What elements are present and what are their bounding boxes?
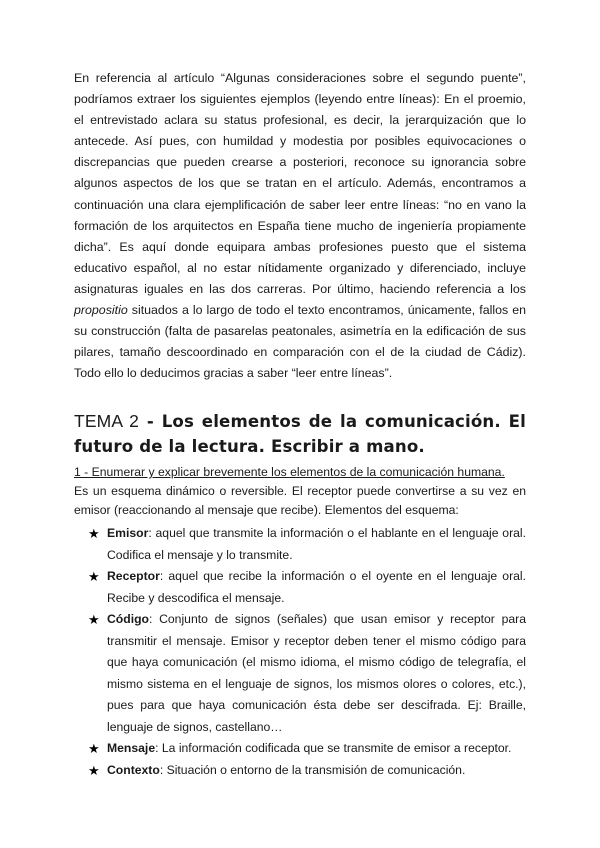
list-item-text: : La información codificada que se transmite de emisor a receptor. <box>155 741 512 756</box>
article-paragraph <box>74 68 526 384</box>
list-item-term: Emisor <box>107 526 149 541</box>
section-heading <box>74 409 526 459</box>
article-text-italic: propositio <box>74 303 128 318</box>
list-item-text: : aquel que transmite la información o el hablante en el lenguaje oral. Codifica el mensaje y lo transmite. <box>107 526 526 562</box>
star-icon: ★ <box>88 612 100 628</box>
list-item-term: Mensaje <box>107 741 156 756</box>
elements-list <box>74 523 526 781</box>
list-item-term: Código <box>107 612 149 627</box>
star-icon: ★ <box>88 741 100 757</box>
list-item-text: : Situación o entorno de la transmisión de comunicación. <box>159 762 466 777</box>
document-page <box>74 68 526 781</box>
list-item-contexto <box>74 760 526 782</box>
list-item-term: Receptor <box>107 569 160 584</box>
list-item-text: : aquel que recibe la información o el oyente en el lenguaje oral. Recibe y descodifica el mensaje. <box>107 569 526 605</box>
list-item-mensaje <box>74 738 526 760</box>
section-heading-rest: - Los elementos de la comunicación. El futuro de la lectura. Escribir a mano. <box>74 412 526 457</box>
list-item-emisor <box>74 523 526 566</box>
list-item-receptor <box>74 566 526 609</box>
article-text-part2: situados a lo largo de todo el texto encontramos, únicamente, fallos en su construcción (falta de pasarelas peatonales, asimetría en la edificación de sus pilares, tamaño descoordinado en comparación con el de la ciudad de Cádiz). Todo ello lo deducimos gracias a saber “leer entre líneas”. <box>74 303 526 381</box>
section-subheading: 1 - Enumerar y explicar brevemente los elementos de la comunicación humana. <box>74 465 505 480</box>
section-heading-lead: TEMA 2 <box>74 411 140 432</box>
star-icon: ★ <box>88 569 100 585</box>
article-text-part1: En referencia al artículo “Algunas consideraciones sobre el segundo puente”, podríamos extraer los siguientes ejemplos (leyendo entre líneas): En el proemio, el entrevistado aclara su status profesional, es decir, la jerarquización que lo antecede. Así pues, con humildad y modestia por posibles equivocaciones o discrepancias que pueden crearse a posteriori, reconoce su ignorancia sobre algunos aspectos de los que se tratan en el artículo. Además, encontramos a continuación una clara ejemplificación de saber leer entre líneas: “no en vano la formación de los arquitectos en España tiene mucho de ingeniería propiamente dicha”. Es aquí donde equipara ambas profesiones puesto que el sistema educativo español, al no estar nítidamente organizado y diferenciado, incluye asignaturas iguales en las dos carreras. Por último, haciendo referencia a los <box>74 71 526 296</box>
star-icon: ★ <box>88 762 100 778</box>
star-icon: ★ <box>88 526 100 542</box>
list-item-text: : Conjunto de signos (señales) que usan emisor y receptor para transmitir el mensaje. Emisor y receptor deben tener el mismo código para que haya comunicación (el mismo idioma, el mismo código de telegrafía, el mismo sistema en el lenguaje de signos, los mismos olores o colores, etc.), pues para que haya comunicación ésta debe ser descifrada. Ej: Braille, lenguaje de signos, castellano… <box>107 612 526 734</box>
section-intro: Es un esquema dinámico o reversible. El receptor puede convertirse a su vez en emisor (reaccionando al mensaje que recibe). Elementos del esquema: <box>74 484 526 518</box>
list-item-term: Contexto <box>107 762 160 777</box>
list-item-codigo <box>74 609 526 738</box>
